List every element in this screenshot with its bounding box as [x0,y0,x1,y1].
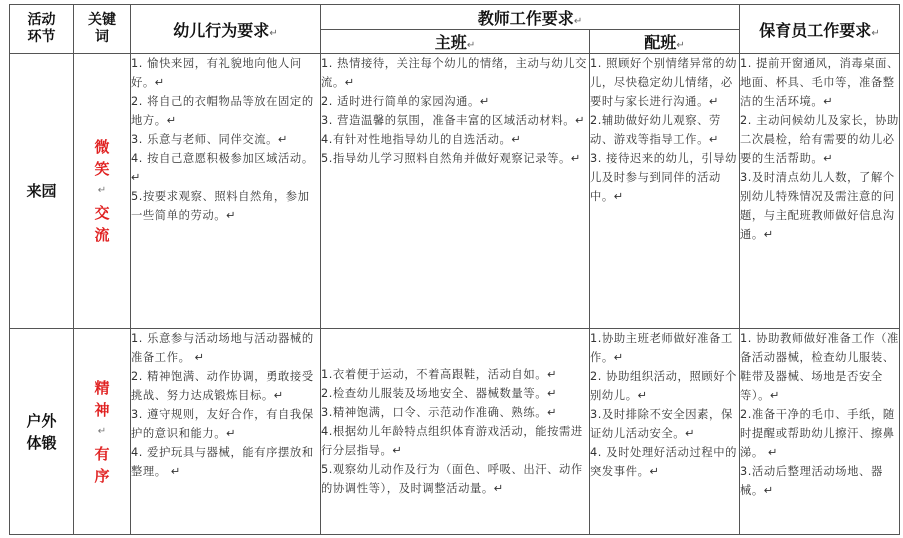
nurse-item: 3.及时清点幼儿人数，了解个别幼儿特殊情况及需注意的问题，与主配班教师做好信息沟通。↵ [740,171,895,241]
child-item: 4. 爱护玩具与器械，能有序摆放和整理。 ↵ [131,446,314,478]
main-teacher-requirements [321,329,590,535]
header-child-mark: ↵ [269,27,278,39]
nurse-item: 3.活动后整理活动场地、器械。↵ [740,465,883,497]
nurse-item: 1. 提前开窗通风，消毒桌面、地面、杯具、毛巾等，准备整洁的生活环境。↵ [740,57,899,108]
keyword-char: 微 [94,138,110,156]
assistant-requirements [590,329,740,535]
row-outdoor-exercise [10,329,900,535]
main-teacher-item: 1. 热情接待，关注每个幼儿的情绪，主动与幼儿交流。↵ [321,57,588,89]
header-keyword [74,5,131,54]
stage-cell [10,54,74,329]
header-nurse [740,5,900,54]
header-main-teacher [321,30,590,54]
child-item: 5.按要求观察、照料自然角，参加一些简单的劳动。↵ [131,190,310,222]
header-child [131,5,321,54]
header-main-teacher-mark: ↵ [466,40,476,51]
header-stage-text: 活动环节 [27,12,56,45]
header-teacher-mark: ↵ [573,15,583,27]
header-keyword-text: 关键词 [88,12,116,45]
child-item: 1. 愉快来园，有礼貌地向他人问好。↵ [131,57,302,89]
main-teacher-item: 2.检查幼儿服装及场地安全、器械数量等。↵ [321,387,558,400]
child-item: 4. 按自己意愿积极参加区域活动。↵ [131,152,314,184]
keyword-char: 笑 [94,160,110,178]
main-teacher-item: 4.有针对性地指导幼儿的自选活动。↵ [321,133,522,146]
keyword-mark: ↵ [97,425,107,437]
header-nurse-mark: ↵ [871,27,880,39]
assistant-item: 1.协助主班老师做好准备工作。↵ [590,332,733,364]
assistant-item: 2. 协助组织活动，照顾好个别幼儿。↵ [590,370,738,402]
header-nurse-text: 保育员工作要求 [759,20,872,40]
header-teacher-text: 教师工作要求 [477,8,574,28]
nurse-requirements [740,54,900,329]
child-item: 2. 精神饱满、动作协调，勇敢接受挑战、努力达成锻炼目标。↵ [131,370,314,402]
row-arrival [10,54,900,329]
header-main-teacher-text: 主班 [434,33,467,52]
stage-label: 来园 [26,182,57,200]
assistant-item: 3. 接待迟来的幼儿，引导幼儿及时参与到同伴的活动中。↵ [590,152,738,203]
nurse-item: 2. 主动问候幼儿及家长，协助二次晨检，给有需要的幼儿必要的生活帮助。↵ [740,114,899,165]
keyword-char: 流 [94,226,110,244]
main-teacher-item: 4.根据幼儿年龄特点组织体育游戏活动，能按需进行分层指导。↵ [321,425,583,457]
main-teacher-item: 3. 营造温馨的氛围，准备丰富的区域活动材料。↵ [321,114,586,127]
keyword-mark: ↵ [97,185,107,196]
child-requirements [131,329,321,535]
main-teacher-item: 5.指导幼儿学习照料自然角并做好观察记录等。↵ [321,152,581,165]
keyword-char: 交 [94,204,110,222]
main-teacher-item: 5.观察幼儿动作及行为（面色、呼吸、出汗、动作的协调性等），及时调整活动量。↵ [321,463,583,495]
stage-cell [10,329,74,535]
header-teacher [321,5,740,30]
keyword-char: 有 [94,444,110,463]
keyword-cell [74,329,131,535]
header-assistant-text: 配班 [644,33,677,52]
child-item: 3. 乐意与老师、同伴交流。↵ [131,133,289,146]
assistant-requirements [590,54,740,329]
header-stage [10,5,74,54]
keyword-char: 序 [94,466,110,485]
assistant-item: 1. 照顾好个别情绪异常的幼儿，尽快稳定幼儿情绪，必要时与家长进行沟通。↵ [590,57,738,108]
nurse-requirements [740,329,900,535]
stage-label: 户外体锻 [26,411,57,452]
header-child-text: 幼儿行为要求 [173,20,270,40]
assistant-item: 2.辅助做好幼儿观察、劳动、游戏等指导工作。↵ [590,114,721,146]
header-assistant [590,30,740,54]
assistant-item: 3.及时排除不安全因素，保证幼儿活动安全。↵ [590,408,733,440]
main-teacher-item: 2. 适时进行简单的家园沟通。↵ [321,95,490,108]
header-row-1 [10,5,900,30]
main-teacher-requirements [321,54,590,329]
assistant-item: 4. 及时处理好活动过程中的突发事件。↵ [590,446,738,478]
child-requirements [131,54,321,329]
nurse-item: 1. 协助教师做好准备工作（准备活动器械，检查幼儿服装、鞋带及器械、场地是否安全等）。↵ [740,332,899,402]
schedule-table [9,4,900,535]
main-teacher-item: 3.精神饱满，口令、示范动作准确、熟练。↵ [321,406,558,419]
nurse-item: 2.准备干净的毛巾、手纸，随时提醒或帮助幼儿擦汗、擦鼻涕。 ↵ [740,408,895,459]
child-item: 3. 遵守规则，友好合作，有自我保护的意识和能力。↵ [131,408,314,440]
child-item: 2. 将自己的衣帽物品等放在固定的地方。↵ [131,95,314,127]
child-item: 1. 乐意参与活动场地与活动器械的准备工作。 ↵ [131,332,314,364]
keyword-char: 精 [94,378,110,397]
main-teacher-item: 1.衣着便于运动，不着高跟鞋，活动自如。↵ [321,368,558,381]
header-assistant-mark: ↵ [676,40,685,51]
keyword-char: 神 [94,400,110,419]
keyword-cell [74,54,131,329]
